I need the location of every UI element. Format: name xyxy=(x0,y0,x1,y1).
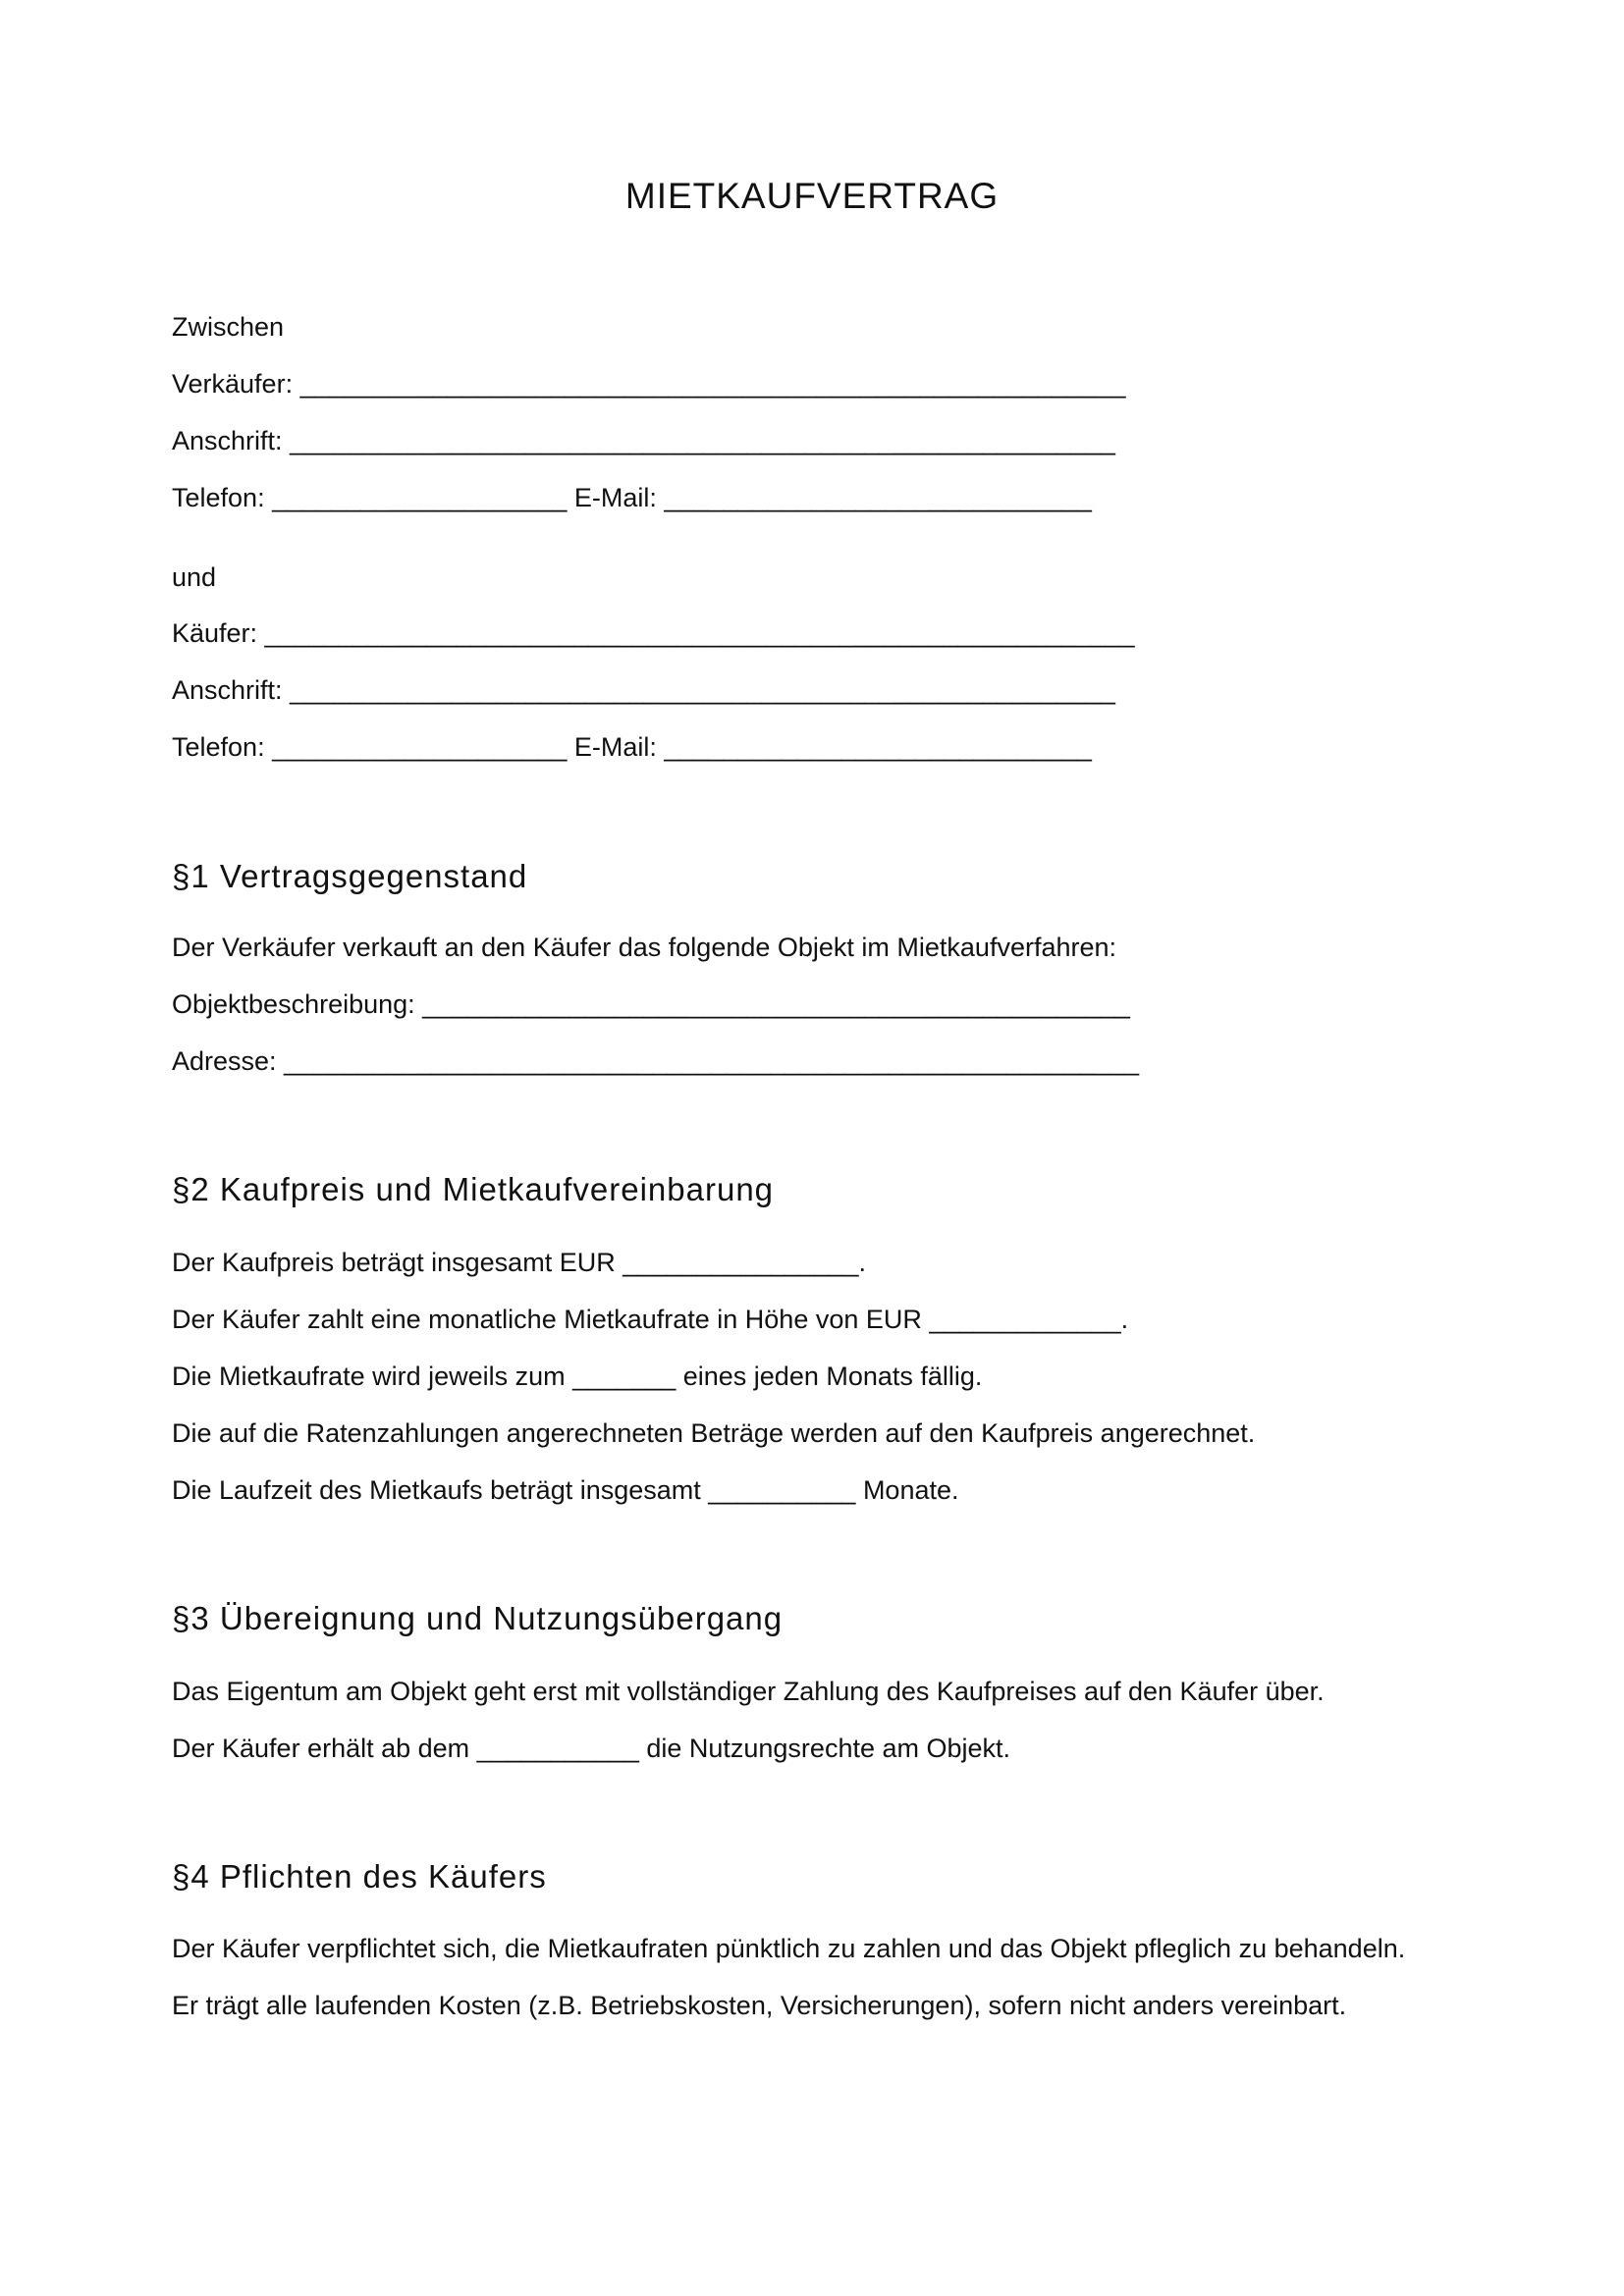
section-2-line: Die auf die Ratenzahlungen angerechneten Beträge werden auf den Kaufpreis angerechnet. xyxy=(172,1418,1256,1448)
buyer-address-line: Anschrift: ________________________________________________________ xyxy=(172,675,1115,705)
document-title: MIETKAUFVERTRAG xyxy=(624,176,1000,216)
parties-connector: und xyxy=(172,562,217,592)
section-2-line: Der Käufer zahlt eine monatliche Mietkaufrate in Höhe von EUR _____________. xyxy=(172,1305,1129,1334)
section-1-line: Objektbeschreibung: ________________________________________________ xyxy=(172,989,1130,1019)
section-3-line: Das Eigentum am Objekt geht erst mit vollständiger Zahlung des Kaufpreises auf den Käufer über. xyxy=(172,1677,1325,1706)
section-2-line: Die Mietkaufrate wird jeweils zum _______ eines jeden Monats fällig. xyxy=(172,1362,983,1391)
section-4-line: Der Käufer verpflichtet sich, die Mietkaufraten pünktlich zu zahlen und das Objekt pfleglich zu behandeln. xyxy=(172,1934,1406,1963)
section-4-line: Er trägt alle laufenden Kosten (z.B. Betriebskosten, Versicherungen), sofern nicht anders vereinbart. xyxy=(172,1991,1347,2020)
parties-intro: Zwischen xyxy=(172,312,285,342)
section-1-line: Adresse: __________________________________________________________ xyxy=(172,1046,1139,1076)
buyer-name-line: Käufer: ___________________________________________________________ xyxy=(172,618,1135,648)
section-3-line: Der Käufer erhält ab dem ___________ die Nutzungsrechte am Objekt. xyxy=(172,1734,1011,1763)
seller-address-line: Anschrift: ________________________________________________________ xyxy=(172,426,1115,455)
section-4-heading: §4 Pflichten des Käufers xyxy=(172,1858,547,1895)
section-1-heading: §1 Vertragsgegenstand xyxy=(172,858,528,894)
buyer-contact-line: Telefon: ____________________ E-Mail: _____________________________ xyxy=(172,732,1092,762)
section-2-line: Der Kaufpreis beträgt insgesamt EUR ________________. xyxy=(172,1248,866,1277)
section-1-line: Der Verkäufer verkauft an den Käufer das folgende Objekt im Mietkaufverfahren: xyxy=(172,933,1117,962)
section-3-heading: §3 Übereignung und Nutzungsübergang xyxy=(172,1600,784,1636)
section-2-line: Die Laufzeit des Mietkaufs beträgt insgesamt __________ Monate. xyxy=(172,1475,959,1505)
seller-contact-line: Telefon: ____________________ E-Mail: _____________________________ xyxy=(172,483,1092,512)
section-2-heading: §2 Kaufpreis und Mietkaufvereinbarung xyxy=(172,1171,775,1207)
seller-name-line: Verkäufer: ________________________________________________________ xyxy=(172,369,1126,399)
